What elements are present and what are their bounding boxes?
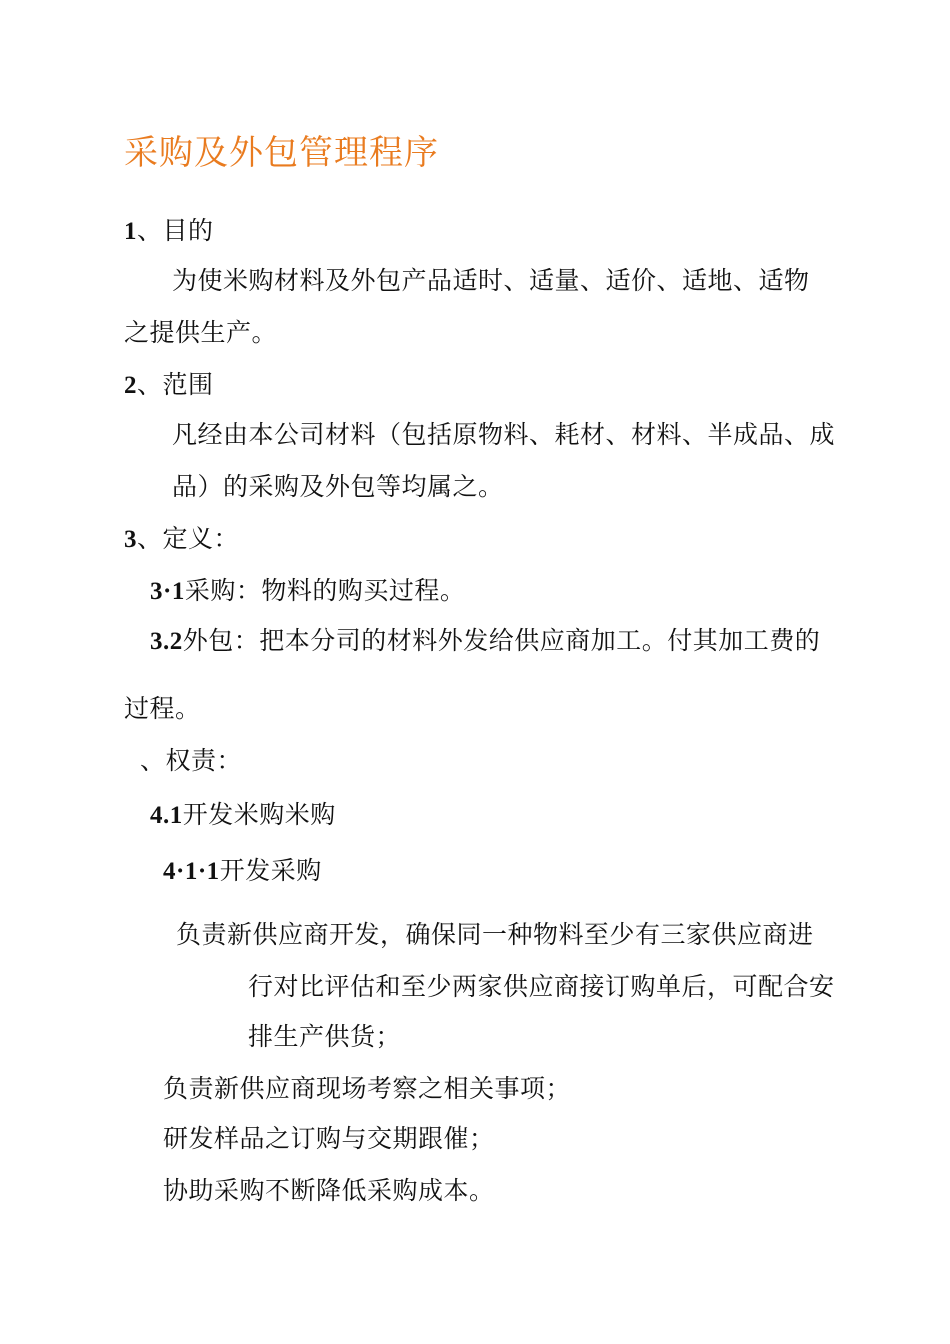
section-2-title: 、范围 bbox=[137, 370, 214, 399]
duty-1-line-1: 负责新供应商开发，确保同一种物料至少有三家供应商进 bbox=[176, 920, 814, 949]
section-3-number: 3 bbox=[124, 526, 137, 553]
definition-3-2 bbox=[150, 626, 820, 657]
document-title: 采购及外包管理程序 bbox=[124, 133, 439, 173]
section-2-paragraph-line-2: 品）的采购及外包等均属之。 bbox=[172, 472, 504, 501]
definition-3-1-number: 3·1 bbox=[150, 578, 185, 605]
duty-2: 负责新供应商现场考察之相关事项； bbox=[163, 1074, 572, 1103]
definition-3-1-text: 采购：物料的购买过程。 bbox=[184, 576, 466, 605]
definition-3-2-number: 3.2 bbox=[150, 628, 183, 655]
subsection-4-1-1-text: 开发采购 bbox=[219, 856, 322, 885]
section-3-title: 、定义： bbox=[137, 524, 240, 553]
duty-3: 研发样品之订购与交期跟催； bbox=[163, 1124, 495, 1153]
subsection-4-1-1-number: 4·1·1 bbox=[163, 858, 220, 885]
section-1-title: 、目的 bbox=[137, 216, 214, 245]
definition-3-2-text: 外包：把本分司的材料外发给供应商加工。付其加工费的 bbox=[182, 626, 821, 655]
subsection-4-1-1 bbox=[163, 856, 322, 887]
section-3-heading bbox=[124, 524, 239, 555]
section-2-number: 2 bbox=[124, 372, 137, 399]
subsection-4-1-number: 4.1 bbox=[150, 802, 183, 829]
duty-1-line-3: 排生产供货； bbox=[248, 1022, 402, 1051]
definition-3-2-continuation: 过程。 bbox=[124, 694, 201, 723]
section-1-heading bbox=[124, 216, 214, 247]
duty-1-line-2: 行对比评估和至少两家供应商接订购单后，可配合安 bbox=[248, 972, 835, 1001]
section-4-heading: 、权责： bbox=[140, 746, 243, 775]
section-1-paragraph-line-1: 为使米购材料及外包产品适时、适量、适价、适地、适物 bbox=[172, 266, 810, 295]
subsection-4-1 bbox=[150, 800, 336, 831]
section-1-number: 1 bbox=[124, 218, 137, 245]
subsection-4-1-text: 开发米购米购 bbox=[182, 800, 336, 829]
section-2-heading bbox=[124, 370, 214, 401]
duty-4: 协助采购不断降低采购成本。 bbox=[163, 1176, 495, 1205]
section-1-paragraph-line-2: 之提供生产。 bbox=[124, 318, 278, 347]
section-2-paragraph-line-1: 凡经由本公司材料（包括原物料、耗材、材料、半成品、成 bbox=[172, 420, 836, 449]
definition-3-1 bbox=[150, 576, 465, 607]
